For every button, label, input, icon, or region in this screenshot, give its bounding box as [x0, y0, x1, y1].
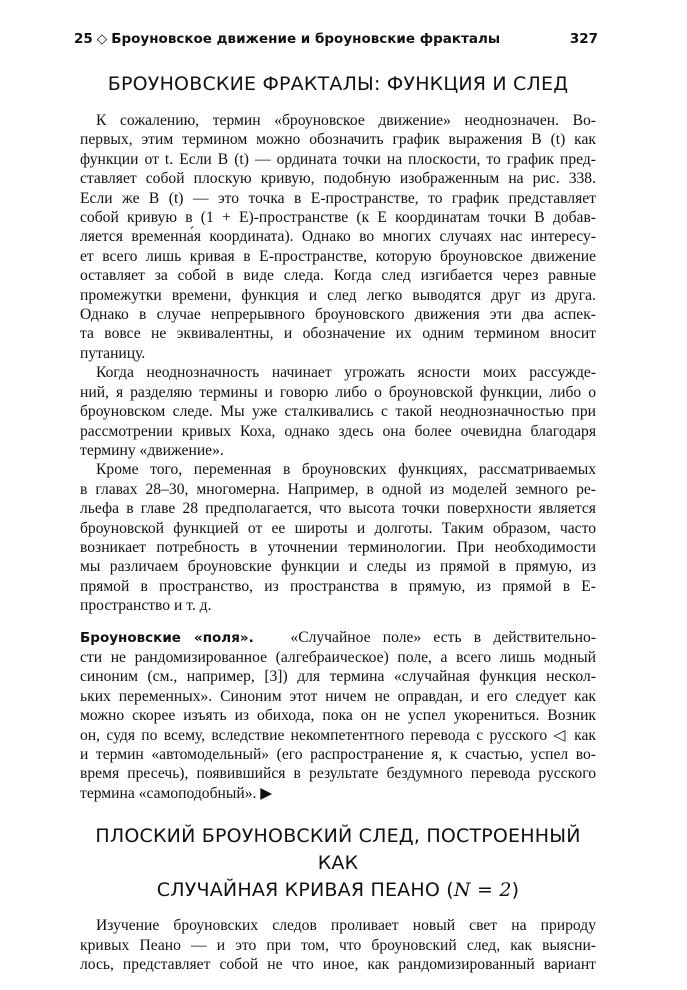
text-line: он, судя по всему, вследствие некомпетентного перевода с русского ◁ как	[80, 726, 596, 744]
text-line: собой кривую в (1 + E)-пространстве (к E координатам точки B добав-	[80, 209, 596, 227]
run-in-heading: Броуновские «поля».	[80, 629, 254, 646]
text-line: броуновской функцией от ее широты и долготы. Таким образом, часто	[80, 519, 596, 537]
text-fragment: «Случайное поле» есть в действительно-	[290, 628, 597, 646]
text-line: Если же B (t) — это точка в E-пространстве, то график представляет	[80, 189, 596, 207]
text-line: термина «самоподобный». ▶	[80, 784, 273, 802]
text-line: К сожалению, термин «броуновское движение» неоднозначен. Во-	[96, 112, 596, 129]
chapter-number: 25	[74, 31, 93, 47]
text-line: первых, этим термином можно обозначить график выражения B (t) как	[80, 131, 596, 149]
running-head-left	[74, 30, 500, 48]
text-line: Однако в случае непрерывного броуновского движения эти два аспек-	[80, 306, 596, 324]
text-line: синоним (см., например, [3]) для термина «случайная функция нескол-	[80, 668, 596, 686]
text-line: можно скорее изъять из обихода, пока он не успел укорениться. Возник	[80, 707, 596, 725]
text-line: ьких переменных». Синоним этот ничем не оправдан, и его следует как	[80, 687, 596, 705]
text-line: Изучение броуновских следов проливает новый свет на природу	[96, 917, 596, 935]
text-line: оставляет за собой в виде следа. Когда след изгибается через равные	[80, 267, 596, 285]
text-line: функции от t. Если B (t) — ордината точки на плоскости, то график пред-	[80, 150, 596, 168]
chapter-title: Броуновское движение и броуновские фракталы	[111, 31, 501, 47]
text-line: лось, представляет собой не что иное, как рандомизированный вариант	[80, 956, 596, 974]
text-line: броуновском следе. Мы уже сталкивались с такой неоднозначностью при	[80, 403, 596, 421]
section-title-line	[80, 877, 596, 904]
text-line: термину «движение».	[80, 441, 224, 459]
section-title-functions-and-traces: БРОУНОВСКИЕ ФРАКТАЛЫ: ФУНКЦИЯ И СЛЕД	[107, 73, 569, 95]
paragraph-multidimensional	[80, 460, 596, 615]
text-line: ставляет собой плоскую кривую, подобную изображенным на рис. 338.	[80, 170, 596, 188]
text-line: ляется временна́я координата). Однако во многих случаях нас интересу-	[80, 228, 596, 246]
text-line: ний, я разделяю термины и говорю либо о броуновской функции, либо о	[80, 383, 596, 401]
text-line: прямой в пространство, из пространства в прямую, из прямой в E-	[80, 577, 596, 595]
text-line: Когда неоднозначность начинает угрожать ясности моих рассужде-	[96, 364, 596, 382]
text-line: в главах 28–30, многомерна. Например, в одной из моделей земного ре-	[80, 480, 596, 498]
page	[74, 30, 598, 974]
title-text: СЛУЧАЙНАЯ КРИВАЯ ПЕАНО (	[156, 879, 454, 902]
text-line: пространство и т. д.	[80, 597, 212, 615]
paragraph-terms	[80, 363, 596, 460]
text-line	[80, 628, 596, 648]
section-title-line: ПЛОСКИЙ БРОУНОВСКИЙ СЛЕД, ПОСТРОЕННЫЙ КАК	[95, 825, 581, 875]
text-line: мы различаем броуновские функции и следы из прямой в прямую, из	[80, 558, 596, 576]
text-line: ет всего лишь кривая в E-пространстве, которую броуновское движение	[80, 247, 596, 265]
text-line: та вовсе не эквивалентны, и обозначение их одним термином вносит	[80, 325, 596, 343]
paragraph-brownian-fields	[80, 628, 596, 804]
diamond-separator-icon: ◇	[96, 31, 108, 47]
text-line: и термин «автомодельный» (его распространение я, к счастью, успел во-	[80, 746, 596, 763]
text-line: время пресечь), появившийся в результате бездумного перевода русского	[80, 765, 596, 783]
title-math: N = 2	[453, 879, 512, 902]
text-line: путаницу.	[80, 344, 146, 362]
paragraph-ambiguity	[80, 111, 596, 363]
title-close-paren: )	[511, 879, 520, 902]
paragraph-peano-intro	[80, 916, 596, 974]
text-line: рассмотрении кривых Коха, однако здесь она более очевидна благодаря	[80, 422, 596, 440]
text-line: Кроме того, переменная в броуновских функциях, рассматриваемых	[96, 461, 596, 479]
running-head	[74, 30, 598, 48]
section-title-peano-curve	[80, 823, 596, 904]
page-number: 327	[569, 31, 598, 47]
text-line: льефа в главе 28 предполагается, что высота точки поверхности является	[80, 500, 596, 518]
text-line: промежутки времени, функция и след легко выводятся друг из друга.	[80, 286, 596, 304]
text-line: сти не рандомизированное (алгебраическое) поле, а всего лишь модный	[80, 648, 596, 666]
text-line: кривых Пеано — и это при том, что броуновский след, как выясни-	[80, 936, 596, 954]
text-line: возникает потребность в уточнении терминологии. При необходимости	[80, 538, 596, 556]
